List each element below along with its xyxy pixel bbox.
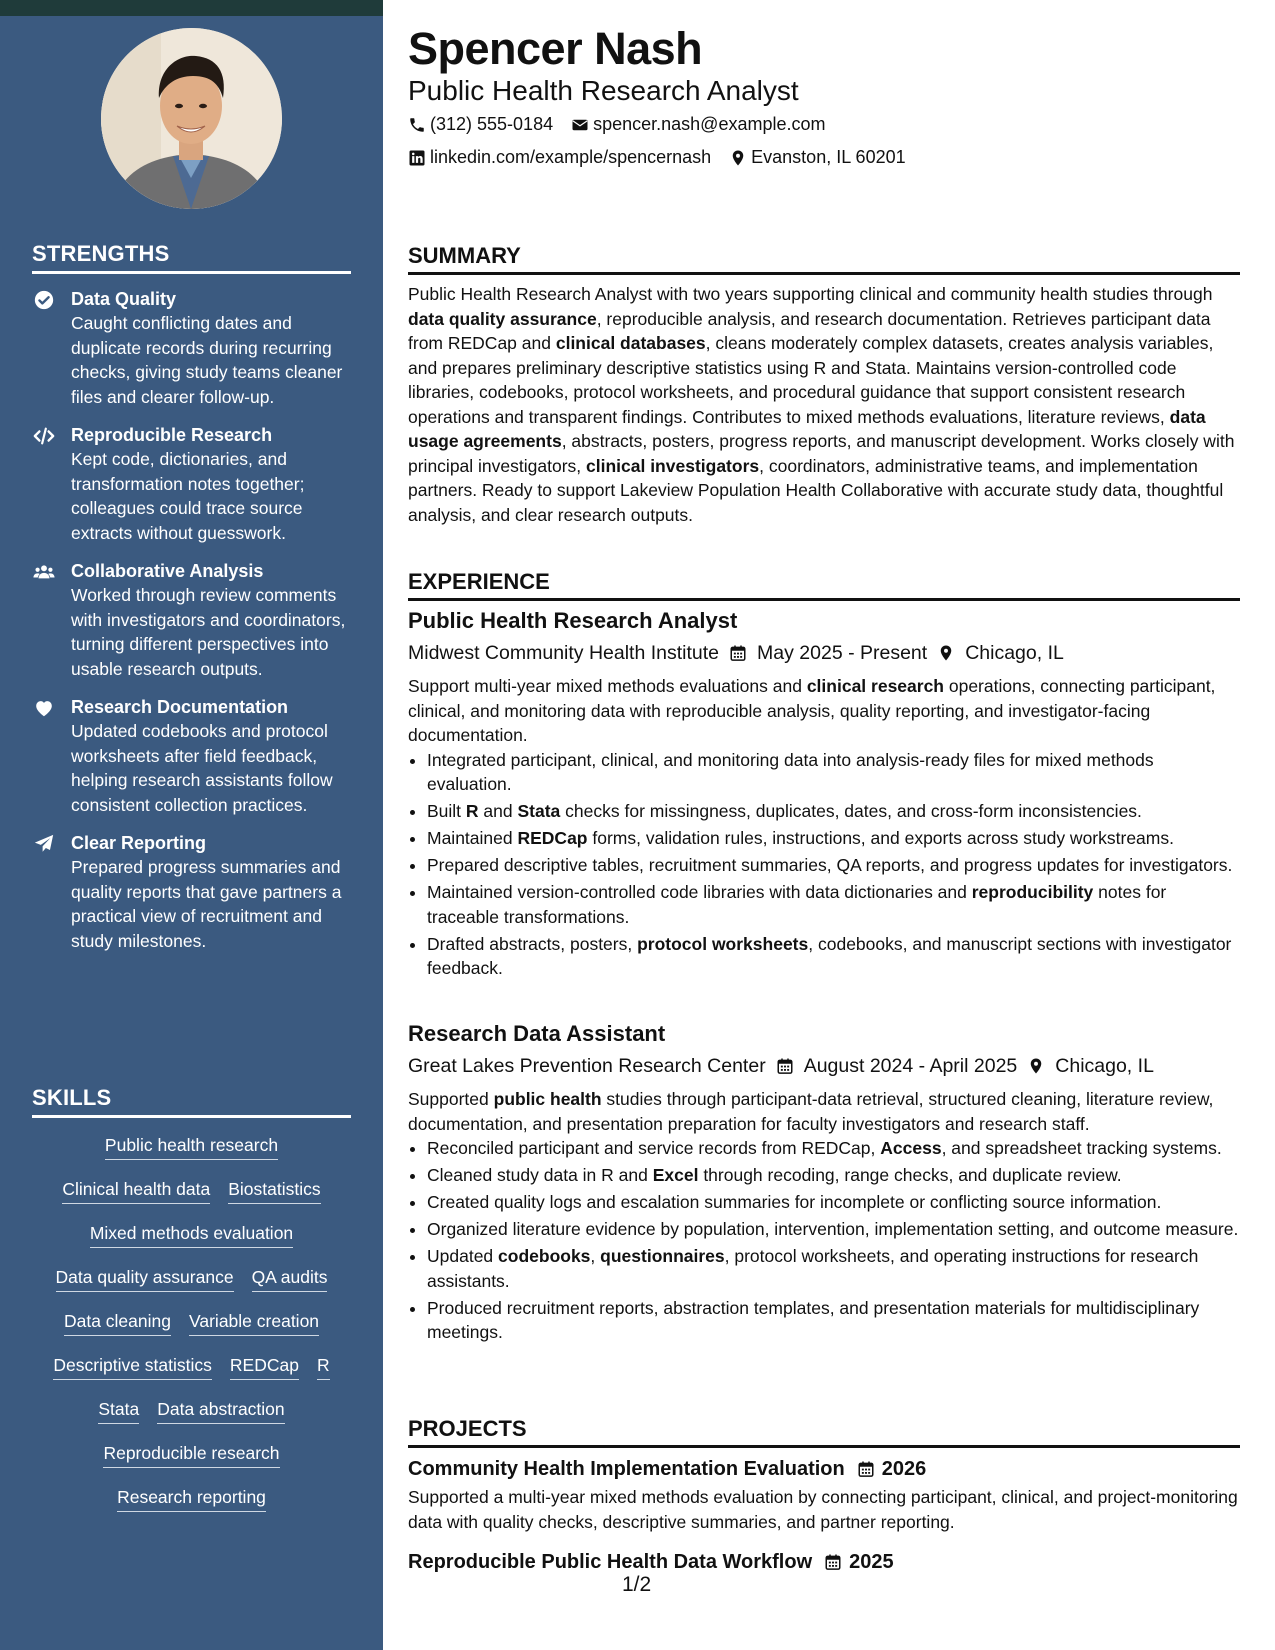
skill-tag: Research reporting [117,1484,266,1512]
project-year-text: 2026 [881,1458,927,1480]
bullet-item [427,799,1240,824]
skills-row [32,1220,351,1248]
location-text: Evanston, IL 60201 [751,147,906,167]
phone-number: (312) 555-0184 [430,114,554,134]
heart-icon [32,697,56,719]
skill-tag: REDCap [230,1352,299,1380]
bullet-item [427,932,1240,981]
users-icon [32,561,56,583]
text-run: , [590,1246,601,1266]
text-run: , protocol worksheets, and operating instructions for research assistants. [427,1246,1199,1291]
job-location [937,638,1064,668]
location-contact [729,147,905,168]
phone-icon [408,116,426,134]
text-run: Organized literature evidence by population, intervention, implementation setting, and outcome measure. [427,1219,1239,1239]
bullet-item [427,1296,1240,1345]
text-run: Produced recruitment reports, abstraction templates, and presentation materials for multidisciplinary meetings. [427,1297,1200,1342]
text-run: forms, validation rules, instructions, and exports across study workstreams. [587,828,1174,848]
job-location [1027,1051,1154,1081]
strength-title: Collaborative Analysis [71,561,264,581]
project-entry [408,1548,1240,1576]
project-title: Reproducible Public Health Data Workflow [408,1551,813,1573]
strength-description: Prepared progress summaries and quality reports that gave partners a practical view of recruitment and study milestones. [71,857,342,951]
strength-title: Research Documentation [71,697,289,717]
text-run: Reconciled participant and service records from REDCap, [427,1138,881,1158]
text-run: , abstracts, posters, progress reports, and manuscript development. Works closely with principal investigators, [408,431,1235,476]
skills-row [32,1176,351,1204]
text-run: Public Health Research Analyst with two years supporting clinical and community health studies through [408,284,1213,304]
job-intro [408,1087,1240,1136]
bullet-item [427,1190,1240,1215]
candidate-name: Spencer Nash [408,23,703,74]
job-dates [776,1051,1018,1081]
profile-photo [101,28,282,209]
bold-phrase: codebooks [498,1246,591,1266]
linkedin-contact[interactable] [408,147,711,168]
linkedin-url: linkedin.com/example/spencernash [430,147,712,167]
bold-phrase: Stata [517,801,561,821]
text-run: , cleans moderately complex datasets, creates analysis variables, and prepares preliminary descriptive statistics using R and Stata. Maintains version-controlled code libraries, codebooks, protocol worksheets, and procedural guidance that support consistent research operations and transparent findings. Contributes to mixed methods evaluations, literature reviews, [408,333,1214,427]
strength-title: Clear Reporting [71,833,207,853]
sidebar [0,0,383,1650]
page-number: 1/2 [622,1573,652,1596]
bold-phrase: questionnaires [600,1246,725,1266]
text-run: through recoding, range checks, and duplicate review. [698,1165,1122,1185]
job-location-text: Chicago, IL [965,642,1064,664]
bullet-item [427,748,1240,797]
map-pin-icon [729,149,747,167]
contact-row [408,147,906,168]
strength-item [32,287,362,409]
strength-title: Reproducible Research [71,425,273,445]
job-title: Research Data Assistant [408,1021,666,1046]
text-run: notes for traceable transformations. [427,882,1167,927]
bullet-item [427,1244,1240,1293]
bold-phrase: data quality assurance [408,308,597,329]
text-run: Updated [427,1246,499,1266]
text-run: Drafted abstracts, posters, [427,933,638,954]
job-bullets [408,1136,1240,1345]
email-address: spencer.nash@example.com [593,114,826,134]
calendar-icon [824,1553,842,1571]
bold-phrase: public health [493,1089,602,1109]
skill-tag: Stata [98,1396,139,1424]
strength-description: Kept code, dictionaries, and transformation notes together; colleagues could trace source extracts without guesswork. [71,449,305,543]
skills-row [32,1396,351,1424]
text-run: Support multi-year mixed methods evaluations and [408,676,807,696]
project-year [824,1548,894,1576]
job-dates-text: May 2025 - Present [757,642,928,664]
skill-tag: Data quality assurance [56,1264,234,1292]
text-run: operations, connecting participant, clinical, and monitoring data with reproducible analysis, quality reporting, and investigator-facing documentation. [408,676,1216,745]
bold-phrase: protocol worksheets [637,933,809,954]
strengths-list [32,287,362,967]
text-run: , codebooks, and manuscript sections with investigator feedback. [427,933,1232,978]
skills-row [32,1308,351,1336]
text-run: checks for missingness, duplicates, dates, and cross-form inconsistencies. [560,801,1142,821]
sidebar-top-bar [0,0,383,16]
phone-contact[interactable] [408,114,553,135]
job-location-text: Chicago, IL [1055,1055,1154,1077]
skill-tag: QA audits [252,1264,328,1292]
bullet-item [427,1163,1240,1188]
skills-row [32,1264,351,1292]
skill-tag: Variable creation [189,1308,319,1336]
paper-plane-icon [32,833,56,855]
strength-item [32,831,362,953]
envelope-icon [571,116,589,134]
text-run: and [478,801,518,821]
text-run: Created quality logs and escalation summaries for incomplete or conflicting source information. [427,1192,1162,1212]
bullet-item [427,826,1240,851]
skill-tag: Data cleaning [64,1308,171,1336]
map-pin-icon [1027,1057,1045,1075]
skill-tag: Data abstraction [157,1396,284,1424]
candidate-title: Public Health Research Analyst [408,75,799,106]
text-run: , coordinators, administrative teams, and implementation partners. Ready to support Lakeview Population Health Collaborative with accurate study data, thoughtful analysis, and clear research outputs. [408,455,1224,525]
check-circle-icon [32,289,56,311]
skill-tag: Mixed methods evaluation [90,1220,293,1248]
bold-phrase: clinical research [806,676,944,696]
job-bullets [408,748,1240,981]
calendar-icon [729,644,747,662]
project-year [857,1455,927,1483]
summary-text [408,282,1240,527]
job-organization: Midwest Community Health Institute [408,642,720,664]
project-entry [408,1455,1240,1534]
skill-tag: Biostatistics [228,1176,320,1204]
map-pin-icon [937,644,955,662]
text-run: studies through participant-data retrieval, structured cleaning, literature review, documentation, and presentation preparation for faculty investigators and research staff. [408,1089,1214,1134]
project-header [408,1455,1240,1483]
job-entry [408,607,1240,983]
strength-item [32,559,362,681]
strength-description: Worked through review comments with investigators and coordinators, turning different perspectives into usable research outputs. [71,585,346,679]
email-contact[interactable] [571,114,825,135]
skill-tag: Descriptive statistics [53,1352,212,1380]
bold-phrase: Excel [652,1165,699,1185]
text-run: Maintained version-controlled code libraries with data dictionaries and [427,882,972,902]
strength-description: Updated codebooks and protocol worksheets after field feedback, helping research assistants follow consistent collection practices. [71,721,333,815]
experience-heading: EXPERIENCE [408,569,1240,601]
projects-heading: PROJECTS [408,1416,1240,1448]
skill-tag: Public health research [105,1132,278,1160]
linkedin-icon [408,149,426,167]
skills-row [32,1484,351,1512]
text-run: Prepared descriptive tables, recruitment summaries, QA reports, and progress updates for investigators. [427,855,1233,875]
text-run: Integrated participant, clinical, and monitoring data into analysis-ready files for mixed methods evaluation. [427,749,1154,794]
job-dates-text: August 2024 - April 2025 [803,1055,1018,1077]
skill-tag: Reproducible research [103,1440,279,1468]
job-meta [408,1051,1240,1081]
job-organization: Great Lakes Prevention Research Center [408,1055,766,1077]
strength-item [32,695,362,817]
text-run: Cleaned study data in R and [427,1165,653,1185]
strength-title: Data Quality [71,289,177,309]
job-title: Public Health Research Analyst [408,608,738,633]
bullet-item [427,880,1240,929]
job-meta [408,638,1240,668]
skills-row [32,1352,351,1380]
project-header [408,1548,1240,1576]
project-year-text: 2025 [849,1551,894,1573]
text-run: Maintained [427,828,518,848]
bold-phrase: reproducibility [971,882,1094,902]
bold-phrase: data usage agreements [408,406,1206,451]
skill-tag: Clinical health data [62,1176,210,1204]
bullet-item [427,1217,1240,1242]
bold-phrase: clinical databases [555,333,706,353]
skills-heading: SKILLS [32,1085,351,1118]
code-icon [32,425,56,447]
skill-tag: R [317,1352,330,1380]
bold-phrase: clinical investigators [586,455,760,476]
bullet-item [427,853,1240,878]
job-intro [408,674,1240,748]
skills-row [32,1132,351,1160]
summary-heading: SUMMARY [408,243,1240,275]
bold-phrase: R [465,801,479,821]
contact-row [408,114,826,135]
text-run: Supported [408,1089,494,1109]
calendar-icon [857,1460,875,1478]
bold-phrase: Access [880,1138,942,1158]
bullet-item [427,1136,1240,1161]
skills-row [32,1440,351,1468]
strengths-heading: STRENGTHS [32,241,351,274]
text-run: Built [427,801,466,821]
bold-phrase: REDCap [517,828,588,848]
text-run: , reproducible analysis, and research documentation. Retrieves participant data from REDCap and [408,308,1211,353]
job-dates [729,638,927,668]
job-entry [408,1020,1240,1347]
strength-description: Caught conflicting dates and duplicate records during recurring checks, giving study teams cleaner files and clearer follow-up. [71,313,343,407]
calendar-icon [776,1057,794,1075]
strength-item [32,423,362,545]
text-run: , and spreadsheet tracking systems. [941,1138,1222,1158]
skills-list [32,1132,351,1512]
project-title: Community Health Implementation Evaluation [408,1458,845,1480]
project-description: Supported a multi-year mixed methods evaluation by connecting participant, clinical, and project-monitoring data with quality checks, descriptive summaries, and partner reporting. [408,1487,1238,1532]
